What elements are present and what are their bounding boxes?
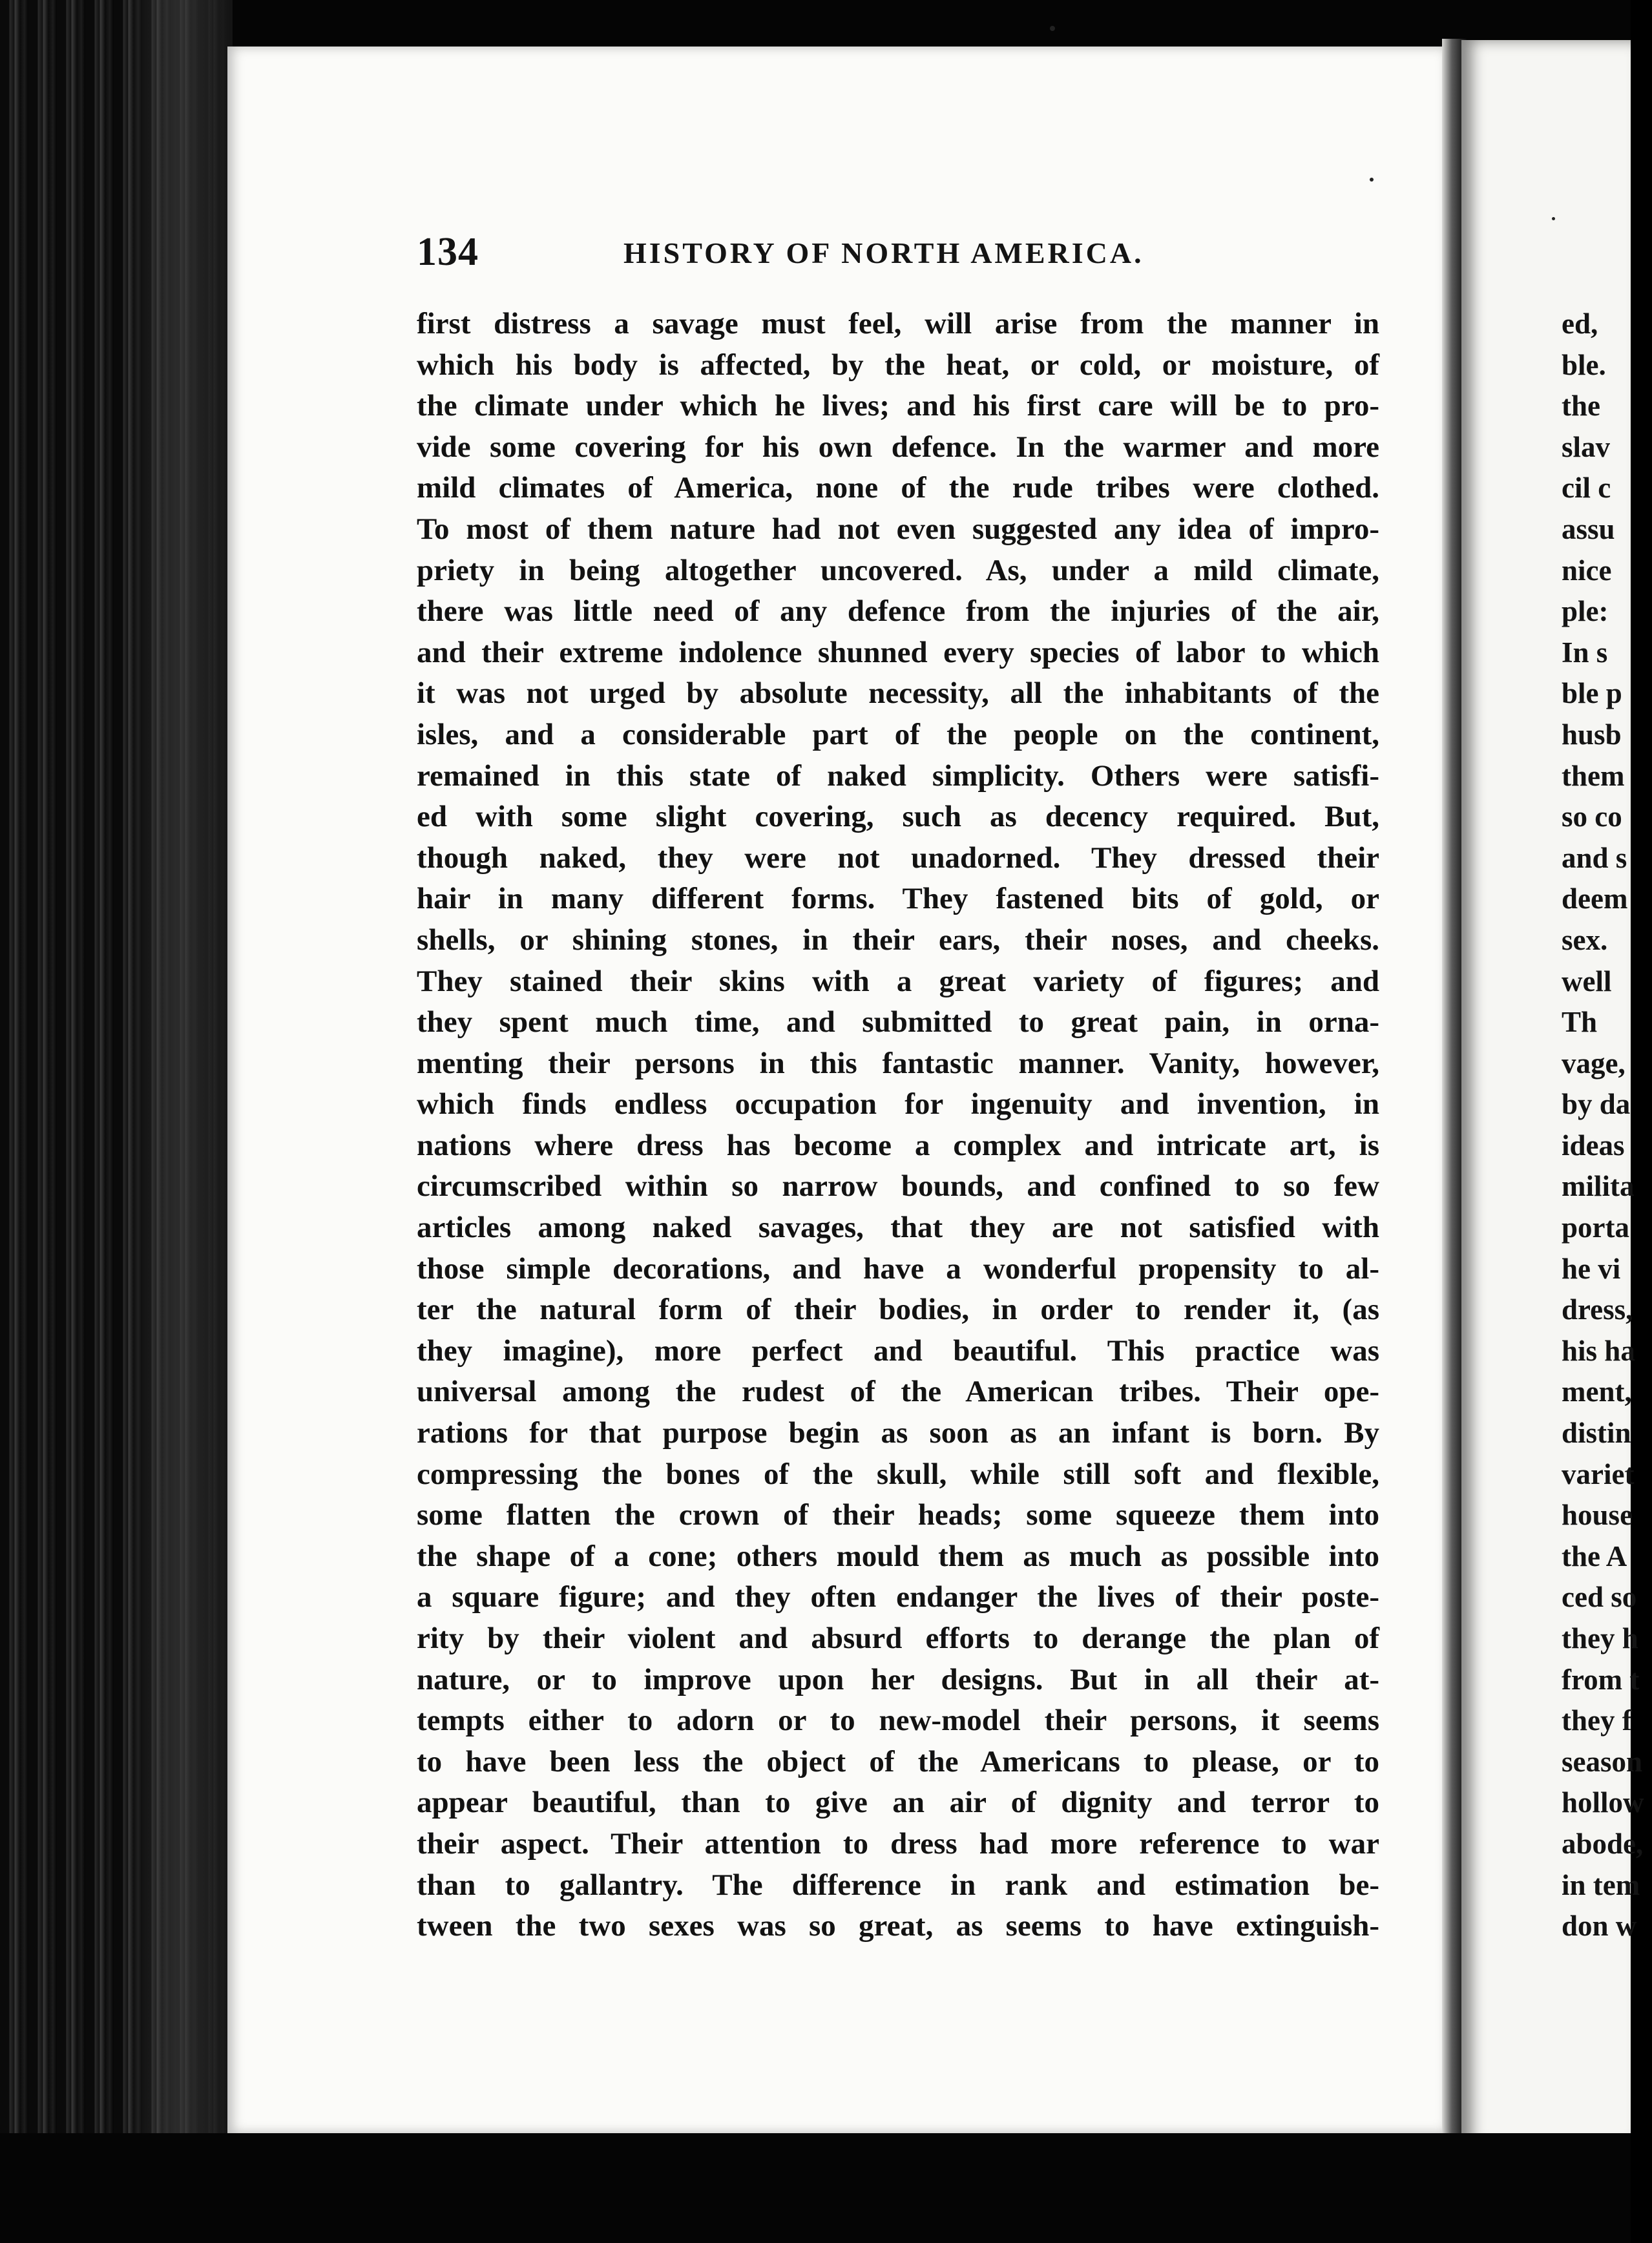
text-line: they imagine), more perfect and beautiful. This practice was bbox=[417, 1333, 1379, 1368]
text-line: shells, or shining stones, in their ears, their noses, and cheeks. bbox=[417, 923, 1379, 957]
facing-text-line: in tem bbox=[1562, 1868, 1640, 1901]
facing-text-line: sex. bbox=[1562, 923, 1608, 956]
text-line: the climate under which he lives; and his first care will be to pro- bbox=[417, 389, 1379, 423]
text-line: which his body is affected, by the heat, or cold, or moisture, of bbox=[417, 348, 1379, 382]
facing-text-line: don w bbox=[1562, 1910, 1637, 1943]
facing-text-line: ced so bbox=[1562, 1581, 1637, 1614]
body-text-block bbox=[417, 304, 1379, 1947]
text-line: They stained their skins with a great variety of figures; and bbox=[417, 964, 1379, 998]
text-line: a square figure; and they often endanger the lives of their poste- bbox=[417, 1580, 1379, 1614]
text-line: and their extreme indolence shunned every species of labor to which bbox=[417, 635, 1379, 669]
facing-text-line: ideas bbox=[1562, 1129, 1625, 1162]
facing-text-line: ed, bbox=[1562, 308, 1598, 340]
running-title: HISTORY OF NORTH AMERICA. bbox=[623, 236, 1144, 269]
facing-text-line: from t bbox=[1562, 1663, 1640, 1696]
text-line: they spent much time, and submitted to great pain, in orna- bbox=[417, 1005, 1379, 1039]
facing-text-line: dress, bbox=[1562, 1293, 1633, 1326]
text-line: those simple decorations, and have a wonderful propensity to al- bbox=[417, 1251, 1379, 1286]
facing-text-line: assu bbox=[1562, 512, 1615, 545]
text-line: first distress a savage must feel, will arise from the manner in bbox=[417, 307, 1379, 340]
text-line: some flatten the crown of their heads; some squeeze them into bbox=[417, 1498, 1379, 1532]
facing-text-line: ment, bbox=[1562, 1375, 1632, 1408]
facing-text-line: by da bbox=[1562, 1088, 1631, 1121]
text-line: articles among naked savages, that they are not satisfied with bbox=[417, 1211, 1379, 1245]
facing-text-line: vage, bbox=[1562, 1047, 1626, 1080]
text-line: vide some covering for his own defence. In the warmer and more bbox=[417, 430, 1379, 464]
facing-text-line: slav bbox=[1562, 430, 1611, 463]
text-line: tween the two sexes was so great, as seems to have extinguish- bbox=[417, 1909, 1379, 1943]
text-line: menting their persons in this fantastic manner. Vanity, however, bbox=[417, 1046, 1379, 1080]
scan-speck bbox=[1552, 217, 1555, 220]
facing-text-line: abode, bbox=[1562, 1827, 1644, 1860]
text-line: nature, or to improve upon her designs. But in all their at- bbox=[417, 1662, 1379, 1696]
facing-text-line: so co bbox=[1562, 800, 1622, 833]
facing-text-line: husb bbox=[1562, 718, 1622, 751]
scan-speck bbox=[1370, 178, 1374, 182]
facing-text-line: ple: bbox=[1562, 595, 1609, 628]
text-line: priety in being altogether uncovered. As, under a mild climate, bbox=[417, 553, 1379, 587]
text-line: universal among the rudest of the American tribes. Their ope- bbox=[417, 1375, 1379, 1409]
text-line: ter the natural form of their bodies, in order to render it, (as bbox=[417, 1293, 1379, 1327]
bottom-scan-border bbox=[0, 2133, 1631, 2243]
facing-text-line: and s bbox=[1562, 841, 1627, 874]
text-line: To most of them nature had not even suggested any idea of impro- bbox=[417, 512, 1379, 546]
facing-text-line: variet bbox=[1562, 1457, 1635, 1490]
facing-text-line: well bbox=[1562, 965, 1612, 997]
facing-text-line: ble. bbox=[1562, 348, 1606, 381]
facing-text-line: they h bbox=[1562, 1622, 1638, 1654]
facing-text-line: milita bbox=[1562, 1170, 1635, 1203]
text-line: to have been less the object of the Americans to please, or to bbox=[417, 1744, 1379, 1779]
facing-text-line: he vi bbox=[1562, 1252, 1621, 1285]
facing-page-text bbox=[1562, 304, 1652, 1947]
text-line: appear beautiful, than to give an air of dignity and terror to bbox=[417, 1786, 1379, 1820]
facing-text-line: distin bbox=[1562, 1417, 1631, 1450]
facing-text-line: porta bbox=[1562, 1211, 1629, 1244]
text-line: the shape of a cone; others mould them as much as possible into bbox=[417, 1539, 1379, 1573]
scan-speck bbox=[1050, 26, 1055, 31]
text-line: though naked, they were not unadorned. They dressed their bbox=[417, 840, 1379, 875]
text-line: rity by their violent and absurd efforts to derange the plan of bbox=[417, 1622, 1379, 1655]
page-number: 134 bbox=[417, 230, 479, 274]
facing-text-line: them bbox=[1562, 759, 1625, 792]
text-line: rations for that purpose begin as soon as an infant is born. By bbox=[417, 1416, 1379, 1450]
facing-text-line: the A bbox=[1562, 1539, 1627, 1572]
text-line: hair in many different forms. They fastened bits of gold, or bbox=[417, 882, 1379, 916]
text-line: their aspect. Their attention to dress had more reference to war bbox=[417, 1826, 1379, 1861]
facing-text-line: hollow bbox=[1562, 1786, 1644, 1819]
text-line: tempts either to adorn or to new-model their persons, it seems bbox=[417, 1704, 1379, 1738]
text-line: isles, and a considerable part of the people on the continent, bbox=[417, 717, 1379, 751]
text-line: which finds endless occupation for ingenuity and invention, in bbox=[417, 1087, 1379, 1122]
facing-text-line: deem bbox=[1562, 882, 1628, 915]
facing-text-line: his ha bbox=[1562, 1334, 1635, 1367]
facing-text-line: cil c bbox=[1562, 472, 1611, 505]
facing-text-line: ble p bbox=[1562, 677, 1622, 710]
text-line: nations where dress has become a complex and intricate art, is bbox=[417, 1128, 1379, 1162]
text-line: compressing the bones of the skull, while still soft and flexible, bbox=[417, 1457, 1379, 1491]
text-line: remained in this state of naked simplicity. Others were satisfi- bbox=[417, 758, 1379, 793]
text-line: than to gallantry. The difference in rank and estimation be- bbox=[417, 1868, 1379, 1902]
facing-text-line: they f bbox=[1562, 1704, 1632, 1737]
facing-text-line: nice bbox=[1562, 554, 1612, 587]
text-line: mild climates of America, none of the rude tribes were clothed. bbox=[417, 471, 1379, 505]
running-head bbox=[417, 229, 1379, 275]
left-binding-gutter bbox=[0, 0, 233, 2243]
facing-text-line: Th bbox=[1562, 1006, 1598, 1039]
facing-text-line: season bbox=[1562, 1745, 1643, 1778]
facing-text-line: house bbox=[1562, 1499, 1633, 1532]
text-line: circumscribed within so narrow bounds, and confined to so few bbox=[417, 1169, 1379, 1204]
facing-text-line: In s bbox=[1562, 636, 1608, 669]
text-line: ed with some slight covering, such as decency required. But, bbox=[417, 800, 1379, 834]
text-line: it was not urged by absolute necessity, all the inhabitants of the bbox=[417, 676, 1379, 711]
facing-text-line: the bbox=[1562, 390, 1600, 423]
text-line: there was little need of any defence from the injuries of the air, bbox=[417, 594, 1379, 629]
